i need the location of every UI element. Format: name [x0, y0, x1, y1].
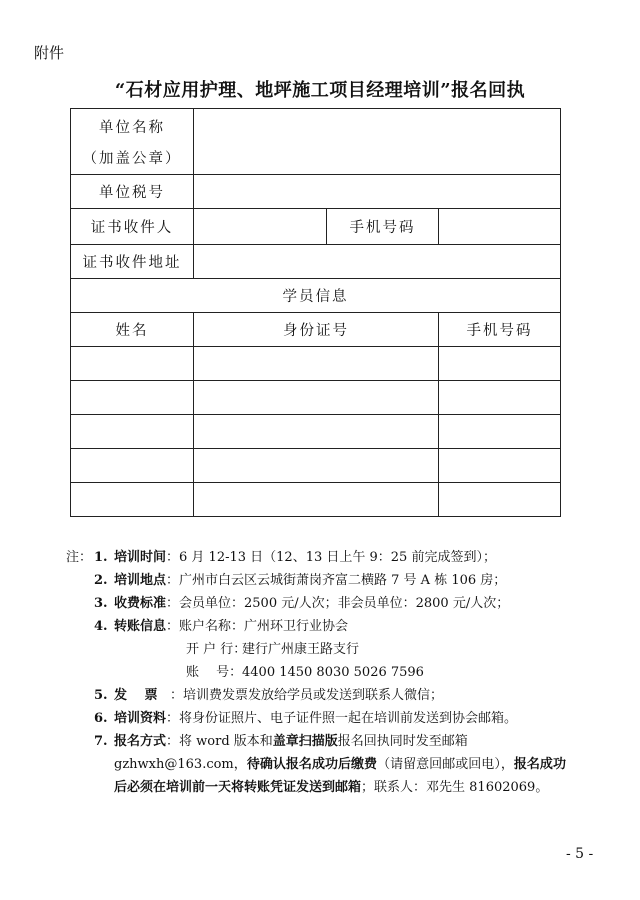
col-phone-header: 手机号码 [439, 313, 561, 347]
note-7: 7. 报名方式 ：将 word 版本和 盖章扫描版 报名回执同时发至邮箱 [66, 730, 566, 753]
note-1: 注： 1. 培训时间 ：6 月 12-13 日（12、13 日上午 9：25 前完成签到）； [66, 546, 566, 569]
cert-address-label: 证书收件地址 [71, 245, 194, 279]
student-row [71, 381, 561, 415]
cert-address-field[interactable] [194, 245, 561, 279]
registration-form-table [70, 108, 561, 517]
attachment-label: 附件 [34, 44, 65, 62]
student-id-cell[interactable] [194, 415, 439, 449]
student-name-cell[interactable] [71, 381, 194, 415]
student-row [71, 347, 561, 381]
student-phone-cell[interactable] [439, 415, 561, 449]
student-info-header: 学员信息 [71, 279, 561, 313]
note-6-label: 培训资料 [114, 711, 167, 726]
cert-recipient-field[interactable] [194, 209, 327, 245]
student-name-cell[interactable] [71, 347, 194, 381]
page-title: “石材应用护理、地坪施工项目经理培训”报名回执 [114, 80, 526, 101]
note-2: 2. 培训地点 ：广州市白云区云城街萧岗齐富二横路 7 号 A 栋 106 房； [66, 569, 566, 592]
note-1-text: ：6 月 12-13 日（12、13 日上午 9：25 前完成签到）； [166, 550, 496, 565]
student-id-cell[interactable] [194, 347, 439, 381]
unit-tax-row [71, 175, 561, 209]
unit-tax-label: 单位税号 [71, 175, 194, 209]
student-phone-cell[interactable] [439, 347, 561, 381]
unit-name-label: 单位名称 （加盖公章） [71, 109, 194, 175]
unit-name-field[interactable] [194, 109, 561, 175]
note-7-label: 报名方式 [114, 734, 167, 749]
note-3-text: ：会员单位：2500 元/人次；非会员单位：2800 元/人次； [166, 596, 510, 611]
student-phone-cell[interactable] [439, 381, 561, 415]
note-4: 4. 转账信息 ：账户名称：广州环卫行业协会 [66, 615, 566, 638]
student-id-cell[interactable] [194, 381, 439, 415]
student-name-cell[interactable] [71, 415, 194, 449]
unit-name-row [71, 109, 561, 175]
student-name-cell[interactable] [71, 483, 194, 517]
note-5: 5. 发 票 ：培训费发票发放给学员或发送到联系人微信； [66, 684, 566, 707]
student-id-cell[interactable] [194, 483, 439, 517]
note-5-label: 发 票 [114, 688, 158, 703]
cert-recipient-label: 证书收件人 [71, 209, 194, 245]
notes-section [66, 546, 566, 799]
note-4-label: 转账信息 [114, 619, 167, 634]
note-4-bank: 开 户 行：建行广州康王路支行 [186, 642, 360, 657]
student-name-cell[interactable] [71, 449, 194, 483]
note-2-text: ：广州市白云区云城街萧岗齐富二横路 7 号 A 栋 106 房； [166, 573, 507, 588]
col-name-header: 姓名 [71, 313, 194, 347]
note-5-text: ：培训费发票发放给学员或发送到联系人微信； [170, 688, 444, 703]
note-3: 3. 收费标准 ：会员单位：2500 元/人次；非会员单位：2800 元/人次； [66, 592, 566, 615]
student-row [71, 415, 561, 449]
note-6: 6. 培训资料 ：将身份证照片、电子证件照一起在培训前发送到协会邮箱。 [66, 707, 566, 730]
unit-tax-field[interactable] [194, 175, 561, 209]
student-phone-cell[interactable] [439, 483, 561, 517]
mobile-field[interactable] [439, 209, 561, 245]
note-3-label: 收费标准 [114, 596, 167, 611]
student-row [71, 483, 561, 517]
note-1-label: 培训时间 [114, 550, 167, 565]
note-4-account: 账 号：4400 1450 8030 5026 7596 [186, 665, 424, 680]
contact-email: gzhwxh@163.com， [114, 757, 247, 772]
student-phone-cell[interactable] [439, 449, 561, 483]
notes-prefix: 注： [66, 550, 93, 565]
mobile-label: 手机号码 [327, 209, 439, 245]
student-id-cell[interactable] [194, 449, 439, 483]
note-7-continued: gzhwxh@163.com，待确认报名成功后缴费（请留意回邮或回电），报名成功后必须在培训前一天将转账凭证发送到邮箱；联系人：邓先生 81602069。 [114, 757, 566, 795]
note-4-text: ：账户名称：广州环卫行业协会 [166, 619, 349, 634]
note-2-label: 培训地点 [114, 573, 167, 588]
col-id-header: 身份证号 [194, 313, 439, 347]
note-6-text: ：将身份证照片、电子证件照一起在培训前发送到协会邮箱。 [166, 711, 518, 726]
cert-recipient-row [71, 209, 561, 245]
page-number: - 5 - [566, 846, 594, 862]
student-info-row [71, 279, 561, 313]
student-row [71, 449, 561, 483]
cert-address-row [71, 245, 561, 279]
student-columns-row [71, 313, 561, 347]
